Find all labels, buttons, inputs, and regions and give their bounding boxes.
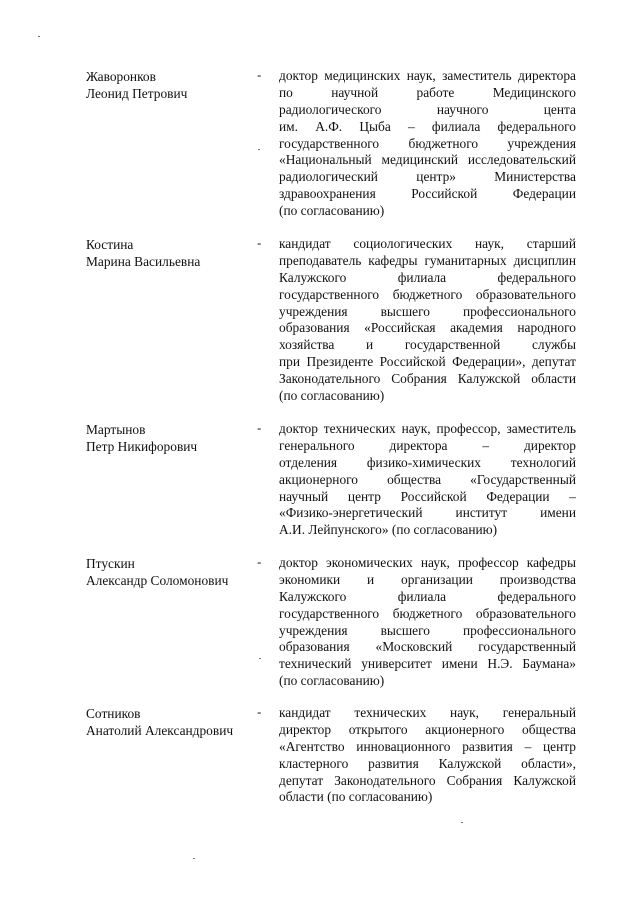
description-line: доктор экономических наук, профессор кафедры <box>279 555 576 570</box>
description-line: «Национальный медицинский исследовательский <box>279 152 576 168</box>
description-line: Калужского филиала федерального <box>279 269 576 285</box>
description-line: (по согласованию) <box>279 203 385 219</box>
description-line: преподаватель кафедры гуманитарных дисциплин <box>279 252 576 268</box>
description-line: акционерного общества «Государственный <box>279 471 576 487</box>
description-line: депутат Законодательного Собрания Калужской <box>279 772 576 788</box>
description-line: государственного бюджетного учреждения <box>279 135 576 151</box>
description-line: отделения физико-химических технологий <box>279 454 576 470</box>
member-given-names: Анатолий Александрович <box>86 723 234 738</box>
scan-speck <box>38 36 40 37</box>
member-given-names: Марина Васильевна <box>86 254 201 269</box>
member-name <box>86 236 256 270</box>
scan-speck <box>258 149 260 150</box>
description-line: технический университет имени Н.Э. Баумана» <box>279 656 576 672</box>
description-line: директор открытого акционерного общества <box>279 721 576 737</box>
description-line: А.И. Лейпунского» (по согласованию) <box>279 522 498 538</box>
description-line: кандидат социологических наук, старший <box>279 236 576 251</box>
description-line: научный центр Российской Федерации – <box>279 488 576 504</box>
separator-dash: - <box>257 704 262 719</box>
description-line: кандидат технических наук, генеральный <box>279 705 576 720</box>
scan-speck <box>461 822 463 823</box>
member-description <box>279 705 576 806</box>
description-line: экономики и организации производства <box>279 571 576 587</box>
description-line: учреждения высшего профессионального <box>279 303 576 319</box>
description-line: Калужского филиала федерального <box>279 588 576 604</box>
member-surname: Птускин <box>86 556 135 571</box>
member-surname: Сотников <box>86 706 141 721</box>
member-given-names: Леонид Петрович <box>86 86 188 101</box>
member-surname: Костина <box>86 237 134 252</box>
member-description <box>279 421 576 539</box>
description-line: образования «Российская академия народного <box>279 320 576 336</box>
description-line: учреждения высшего профессионального <box>279 622 576 638</box>
member-given-names: Александр Соломонович <box>86 573 229 588</box>
description-line: государственного бюджетного образовательного <box>279 286 576 302</box>
member-surname: Жаворонков <box>86 69 156 84</box>
separator-dash: - <box>257 554 262 569</box>
description-line: хозяйства и государственной службы <box>279 337 576 353</box>
description-line: государственного бюджетного образовательного <box>279 605 576 621</box>
member-surname: Мартынов <box>86 422 146 437</box>
member-given-names: Петр Никифорович <box>86 439 198 454</box>
scan-speck <box>259 658 261 659</box>
description-line: образования «Московский государственный <box>279 639 576 655</box>
description-line: «Агентство инновационного развития – центр <box>279 738 576 754</box>
member-description <box>279 555 576 690</box>
separator-dash: - <box>257 235 262 250</box>
description-line: Законодательного Собрания Калужской области <box>279 371 576 387</box>
description-line: генерального директора – директор <box>279 437 576 453</box>
member-name <box>86 555 256 589</box>
member-description <box>279 68 576 220</box>
description-line: радиологический центр» Министерства <box>279 169 576 185</box>
description-line: при Президенте Российской Федерации», депутат <box>279 354 576 370</box>
member-description <box>279 236 576 405</box>
description-line: «Физико-энергетический институт имени <box>279 505 576 521</box>
description-line: области (по согласованию) <box>279 789 433 805</box>
member-name <box>86 705 256 739</box>
description-line: по научной работе Медицинского <box>279 84 576 100</box>
separator-dash: - <box>257 67 262 82</box>
description-line: (по согласованию) <box>279 673 385 689</box>
scan-speck <box>193 858 195 859</box>
separator-dash: - <box>257 420 262 435</box>
description-line: кластерного развития Калужской области», <box>279 755 576 771</box>
description-line: здравоохранения Российской Федерации <box>279 186 576 202</box>
description-line: (по согласованию) <box>279 388 385 404</box>
member-name <box>86 421 256 455</box>
description-line: радиологического научного цента <box>279 101 576 117</box>
member-name <box>86 68 256 102</box>
description-line: доктор технических наук, профессор, заместитель <box>279 421 576 436</box>
description-line: им. А.Ф. Цыба – филиала федерального <box>279 118 576 134</box>
description-line: доктор медицинских наук, заместитель директора <box>279 68 576 83</box>
